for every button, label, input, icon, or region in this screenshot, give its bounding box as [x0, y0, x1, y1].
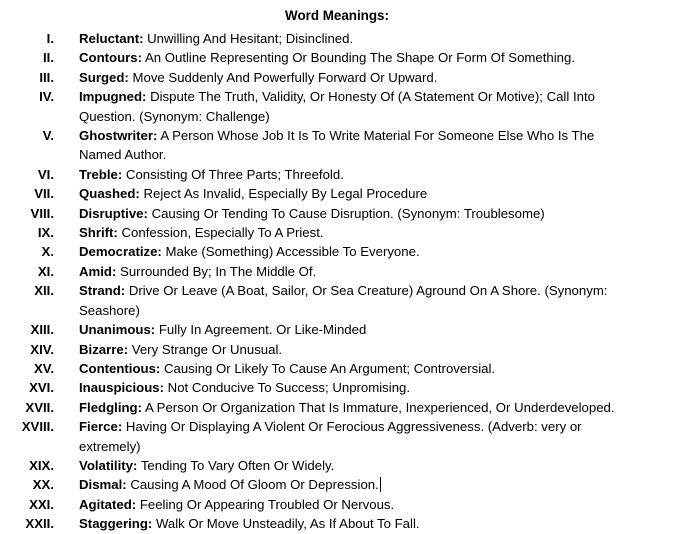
item-definition: Walk Or Move Unsteadily, As If About To Fall.	[155, 516, 420, 532]
item-term: Impugned:	[79, 89, 147, 105]
item-body	[79, 223, 674, 242]
item-term: Fierce:	[79, 419, 123, 435]
list-item	[0, 204, 674, 223]
list-item	[0, 417, 674, 456]
item-definition: Confession, Especially To A Priest.	[121, 225, 324, 241]
item-body	[79, 262, 674, 281]
item-definition: Move Suddenly And Powerfully Forward Or Upward.	[132, 69, 438, 85]
item-term: Democratize:	[79, 244, 162, 260]
item-number: V.	[42, 128, 54, 144]
item-definition: Tending To Vary Often Or Widely.	[140, 457, 335, 473]
item-body	[79, 475, 674, 494]
item-term: Amid:	[79, 263, 117, 279]
item-definition: An Outline Representing Or Bounding The Shape Or Form Of Something.	[144, 50, 575, 66]
item-number: XII.	[34, 283, 54, 299]
item-definition: Reject As Invalid, Especially By Legal Procedure	[143, 186, 428, 202]
list-item	[0, 29, 674, 48]
item-definition: A Person Or Organization That Is Immature, Inexperienced, Or Underdeveloped.	[144, 399, 615, 415]
word-meanings-list	[0, 29, 674, 534]
item-term: Staggering:	[79, 516, 153, 532]
item-term: Dismal:	[79, 477, 127, 493]
item-body	[79, 165, 674, 184]
item-definition: Having Or Displaying A Violent Or Ferocious Aggressiveness. (Adverb: very or extremely)	[79, 419, 582, 454]
page-title: Word Meanings:	[285, 8, 389, 23]
item-number: I.	[46, 31, 54, 46]
item-body	[79, 378, 674, 397]
item-number: XVIII.	[21, 419, 54, 435]
item-body	[79, 29, 674, 48]
item-number: IX.	[37, 225, 54, 241]
item-term: Agitated:	[79, 496, 137, 512]
list-item	[0, 378, 674, 397]
item-term: Contours:	[79, 50, 142, 66]
item-body	[79, 68, 674, 87]
item-term: Quashed:	[79, 186, 140, 202]
item-number: VII.	[34, 186, 54, 202]
item-number: XI.	[37, 263, 54, 279]
item-definition: Make (Something) Accessible To Everyone.	[165, 244, 420, 260]
item-term: Inauspicious:	[79, 380, 164, 396]
list-item	[0, 262, 674, 281]
item-definition: Feeling Or Appearing Troubled Or Nervous.	[139, 496, 395, 512]
item-number: III.	[39, 69, 54, 85]
list-item	[0, 359, 674, 378]
item-number: II.	[43, 50, 54, 66]
item-body	[79, 514, 674, 533]
item-term: Reluctant:	[79, 31, 144, 46]
list-item	[0, 87, 674, 126]
item-term: Surged:	[79, 69, 129, 85]
list-item	[0, 184, 674, 203]
item-definition: Consisting Of Three Parts; Threefold.	[125, 166, 344, 182]
item-definition: Fully In Agreement. Or Like-Minded	[158, 322, 367, 338]
item-body	[79, 398, 674, 417]
item-term: Ghostwriter:	[79, 128, 158, 144]
item-number: XV.	[33, 360, 54, 376]
item-definition: Causing Or Likely To Cause An Argument; Controversial.	[163, 360, 496, 376]
item-number: XIV.	[30, 341, 54, 357]
item-definition: Dispute The Truth, Validity, Or Honesty Of (A Statement Or Motive); Call Into Question. (Synonym: Challenge)	[79, 89, 595, 124]
list-item	[0, 281, 674, 320]
text-cursor	[380, 477, 381, 492]
list-item	[0, 48, 674, 67]
item-number: XXII.	[25, 516, 54, 532]
item-body	[79, 359, 674, 378]
list-item	[0, 320, 674, 339]
item-body	[79, 242, 674, 261]
item-number: XIII.	[30, 322, 54, 338]
list-item	[0, 398, 674, 417]
item-definition: A Person Whose Job It Is To Write Material For Someone Else Who Is The Named Author.	[79, 128, 595, 163]
list-item	[0, 475, 674, 494]
item-body	[79, 126, 674, 165]
list-item	[0, 456, 674, 475]
item-term: Disruptive:	[79, 205, 148, 221]
item-number: XVI.	[29, 380, 54, 396]
item-number: XXI.	[29, 496, 54, 512]
item-term: Strand:	[79, 283, 126, 299]
item-term: Shrift:	[79, 225, 118, 241]
item-number: VIII.	[30, 205, 54, 221]
item-body	[79, 281, 674, 320]
item-term: Contentious:	[79, 360, 161, 376]
item-definition: Causing A Mood Of Gloom Or Depression.	[130, 477, 379, 493]
item-term: Treble:	[79, 166, 123, 182]
item-body	[79, 340, 674, 359]
item-body	[79, 48, 674, 67]
item-body	[79, 87, 674, 126]
item-term: Unanimous:	[79, 322, 156, 338]
list-item	[0, 242, 674, 261]
list-item	[0, 514, 674, 533]
list-item	[0, 495, 674, 514]
list-item	[0, 126, 674, 165]
item-number: VI.	[37, 166, 54, 182]
item-body	[79, 204, 674, 223]
item-number: IV.	[39, 89, 54, 105]
item-definition: Unwilling And Hesitant; Disinclined.	[147, 31, 354, 46]
item-number: X.	[41, 244, 54, 260]
item-definition: Drive Or Leave (A Boat, Sailor, Or Sea Creature) Aground On A Shore. (Synonym: Seashore)	[79, 283, 608, 318]
item-definition: Causing Or Tending To Cause Disruption. (Synonym: Troublesome)	[151, 205, 545, 221]
item-definition: Very Strange Or Unusual.	[131, 341, 283, 357]
item-number: XVII.	[25, 399, 54, 415]
list-item	[0, 165, 674, 184]
list-item	[0, 340, 674, 359]
item-number: XIX.	[29, 457, 54, 473]
item-definition: Not Conducive To Success; Unpromising.	[167, 380, 411, 396]
list-item	[0, 68, 674, 87]
item-definition: Surrounded By; In The Middle Of.	[120, 263, 317, 279]
item-number: XX.	[32, 477, 54, 493]
item-body	[79, 320, 674, 339]
item-term: Bizarre:	[79, 341, 129, 357]
list-item	[0, 223, 674, 242]
item-body	[79, 184, 674, 203]
item-body	[79, 495, 674, 514]
item-term: Volatility:	[79, 457, 138, 473]
item-term: Fledgling:	[79, 399, 142, 415]
item-body	[79, 456, 674, 475]
item-body	[79, 417, 674, 456]
